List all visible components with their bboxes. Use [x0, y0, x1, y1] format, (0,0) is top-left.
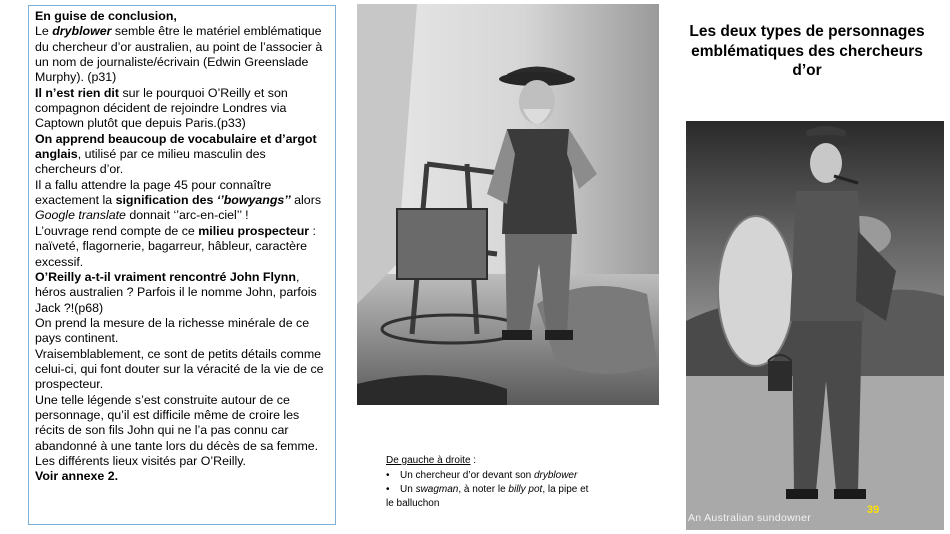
paragraph-milieu: L’ouvrage rend compte de ce milieu prospecteur : naïveté, flagornerie, bagarreur, hâbleur, caractère excessif.: [35, 223, 316, 269]
paragraph-vocabulary: On apprend beaucoup de vocabulaire et d’argot anglais, utilisé par ce milieu masculin des chercheurs d’or.: [35, 131, 317, 177]
paragraph-legend: Une telle légende s’est construite autour de ce personnage, qu’il est difficile même de croire les récits de son fils John qui ne l’a pas connu car abandonné à une tante lors du décès de sa femme.: [35, 392, 319, 453]
caption-item-swagman-continued: le balluchon: [386, 498, 440, 509]
paragraph-london: Il n’est rien dit sur le pourquoi O’Reilly et son compagnon décident de rejoindre Londres via Captown plutôt que depuis Paris.(p33): [35, 85, 288, 131]
caption-list: [386, 469, 646, 511]
paragraph-mineral: On prend la mesure de la richesse minérale de ce pays continent.: [35, 315, 310, 346]
caption-item-dryblower: • Un chercheur d’or devant son dryblower: [386, 469, 646, 483]
paragraph-annex: Voir annexe 2.: [35, 469, 119, 484]
gold-digger-illustration: [357, 4, 659, 405]
paragraph-places: Les différents lieux visités par O’Reilly.: [35, 453, 246, 468]
caption-item-swagman: • Un swagman, à noter le billy pot, la pipe et: [386, 483, 646, 497]
photo-caption-sundowner: An Australian sundowner: [688, 512, 812, 524]
page-number: 39: [867, 504, 880, 516]
photo-caption: De gauche à droite : • Un chercheur d’or devant son dryblower • Un swagman, à noter le billy pot, la pipe et le balluchon: [386, 454, 646, 511]
swagman-illustration: [686, 121, 944, 530]
paragraph-flynn: O’Reilly a-t-il vraiment rencontré John Flynn, héros australien ? Parfois il le nomme John, parfois Jack ?!(p68): [35, 269, 317, 315]
conclusion-heading: En guise de conclusion,: [35, 9, 177, 23]
paragraph-dryblower: Le dryblower semble être le matériel emblématique du chercheur d’or australien, au point de l’associer à un nom de journaliste/écrivain (Edwin Greenslade Murphy). (p31): [35, 24, 323, 85]
caption-heading: De gauche à droite: [386, 455, 471, 466]
photo-swagman: [686, 121, 944, 530]
section-title: Les deux types de personnages emblématiques des chercheurs d’or: [689, 23, 925, 79]
paragraph-details: Vraisemblablement, ce sont de petits détails comme celui-ci, qui font douter sur la véracité de la vie de ce prospecteur.: [35, 346, 324, 392]
paragraph-bowyangs: Il a fallu attendre la page 45 pour connaître exactement la signification des ‘’bowyangs’’ alors Google translate donnait ‘’arc-en-ciel’’ !: [35, 177, 322, 223]
photo-gold-digger-dryblower: [357, 4, 659, 405]
conclusion-text-box: [28, 5, 336, 525]
